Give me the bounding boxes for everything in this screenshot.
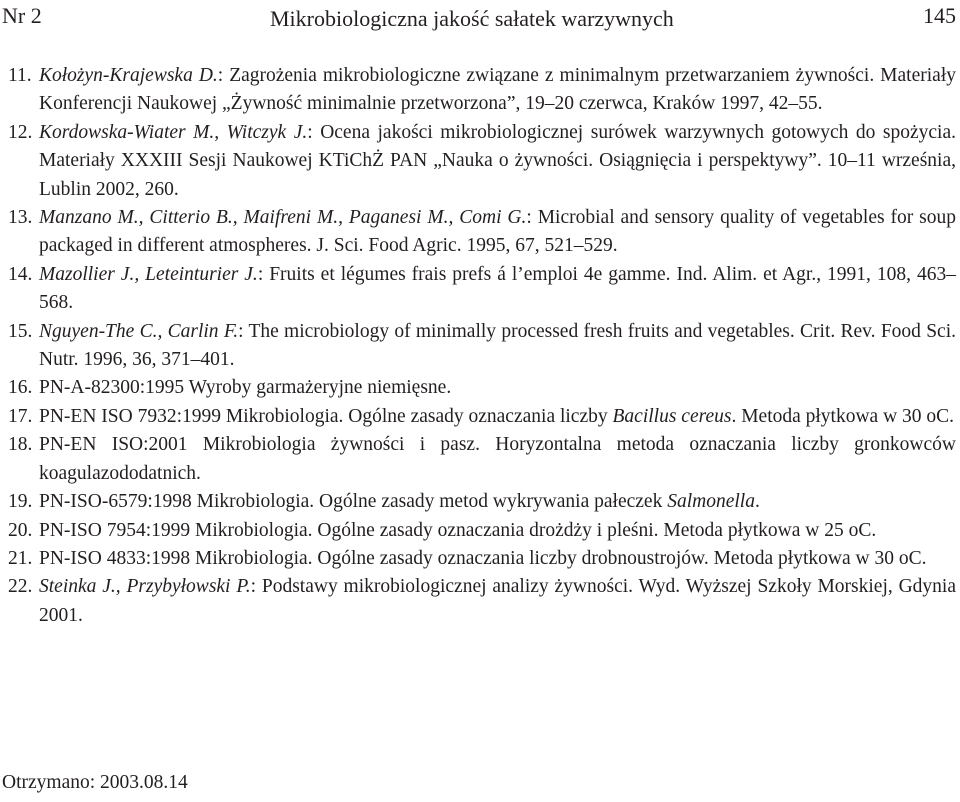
reference-item	[8, 119, 956, 204]
reference-text: PN-ISO 7954:1999 Mikrobiologia. Ogólne zasady oznaczania drożdży i pleśni. Metoda płytkowa w 25 oC.	[39, 519, 877, 541]
reference-text: Podstawy mikrobiologicznej analizy żywności. Wyd. Wyższej Szkoły Morskiej, Gdynia 2001.	[39, 576, 956, 626]
reference-number: 17.	[8, 405, 33, 427]
reference-number: 16.	[8, 377, 33, 399]
reference-number: 18.	[8, 434, 33, 456]
page-number: 145	[923, 3, 956, 28]
reference-authors: Mazollier J., Leteinturier J.	[39, 263, 258, 285]
reference-authors: Manzano M., Citterio B., Maifreni M., Paganesi M., Comi G.	[39, 207, 527, 229]
reference-number: 12.	[8, 121, 33, 143]
reference-item	[8, 318, 956, 375]
issue-number: Nr 2	[2, 3, 42, 28]
reference-item	[8, 488, 956, 516]
reference-separator: :	[250, 576, 262, 598]
reference-item	[8, 403, 956, 431]
reference-text: Microbial and sensory quality of vegetables for soup packaged in different atmospheres. J. Sci. Food Agric. 1995, 67, 521–529.	[39, 207, 956, 257]
organism-name: Bacillus cereus	[612, 405, 732, 427]
organism-name: Salmonella	[667, 491, 755, 513]
reference-item	[8, 545, 956, 573]
reference-text: PN-EN ISO:2001 Mikrobiologia żywności i pasz. Horyzontalna metoda oznaczania liczby gronkowców koagulazododatnich.	[39, 434, 956, 484]
reference-number: 20.	[8, 519, 33, 541]
reference-item	[8, 62, 956, 119]
reference-number: 21.	[8, 547, 33, 569]
reference-authors: Kordowska-Wiater M., Witczyk J.	[39, 121, 308, 143]
reference-separator: :	[217, 65, 230, 86]
reference-number: 22.	[8, 576, 33, 598]
reference-item	[8, 261, 956, 318]
reference-text: The microbiology of minimally processed fresh fruits and vegetables. Crit. Rev. Food Sci. Nutr. 1996, 36, 371–401.	[39, 320, 956, 371]
reference-number: 13.	[8, 207, 33, 229]
reference-item	[8, 431, 956, 488]
reference-text: PN-EN ISO 7932:1999 Mikrobiologia. Ogólne zasady oznaczania liczby	[39, 405, 613, 427]
reference-separator: :	[307, 121, 321, 143]
reference-number: 14.	[8, 263, 33, 285]
reference-text: PN-ISO 4833:1998 Mikrobiologia. Ogólne zasady oznaczania liczby drobnoustrojów. Metoda płytkowa w 30 oC.	[39, 547, 927, 569]
reference-separator: :	[238, 320, 249, 342]
reference-text: Zagrożenia mikrobiologiczne związane z minimalnym przetwarzaniem żywności. Materiały Konferencji Naukowej „Żywność minimalnie przetworzona”, 19–20 czerwca, Kraków 1997, 42–55.	[39, 65, 956, 115]
received-date: Otrzymano: 2003.08.14	[2, 772, 188, 793]
reference-separator: :	[257, 263, 270, 285]
reference-list	[8, 62, 956, 630]
reference-number: 15.	[8, 320, 33, 342]
reference-text-tail: . Metoda płytkowa w 30 oC.	[731, 405, 955, 427]
reference-item	[8, 204, 956, 261]
reference-authors: Steinka J., Przybyłowski P.	[39, 576, 251, 598]
reference-item	[8, 573, 956, 630]
reference-text: PN-A-82300:1995 Wyroby garmażeryjne niemięsne.	[39, 377, 452, 399]
reference-authors: Nguyen-The C., Carlin F.	[39, 320, 239, 342]
reference-text-tail: .	[754, 491, 760, 513]
reference-authors: Kołożyn-Krajewska D.	[39, 65, 218, 86]
running-title: Mikrobiologiczna jakość sałatek warzywnych	[270, 6, 674, 31]
reference-number: 11.	[8, 65, 32, 86]
reference-number: 19.	[8, 491, 33, 513]
reference-item	[8, 374, 956, 402]
reference-text: PN-ISO-6579:1998 Mikrobiologia. Ogólne zasady metod wykrywania pałeczek	[39, 491, 668, 513]
reference-item	[8, 517, 956, 545]
reference-separator: :	[526, 207, 538, 229]
reference-text: Ocena jakości mikrobiologicznej surówek warzywnych gotowych do spożycia. Materiały XXXIII Sesji Naukowej KTiChŻ PAN „Nauka o żywności. Osiągnięcia i perspektywy”. 10–11 września, Lublin 2002, 260.	[39, 121, 956, 200]
reference-text: Fruits et légumes frais prefs á l’emploi 4e gamme. Ind. Alim. et Agr., 1991, 108, 463–568.	[39, 263, 956, 314]
page-header	[0, 0, 960, 40]
